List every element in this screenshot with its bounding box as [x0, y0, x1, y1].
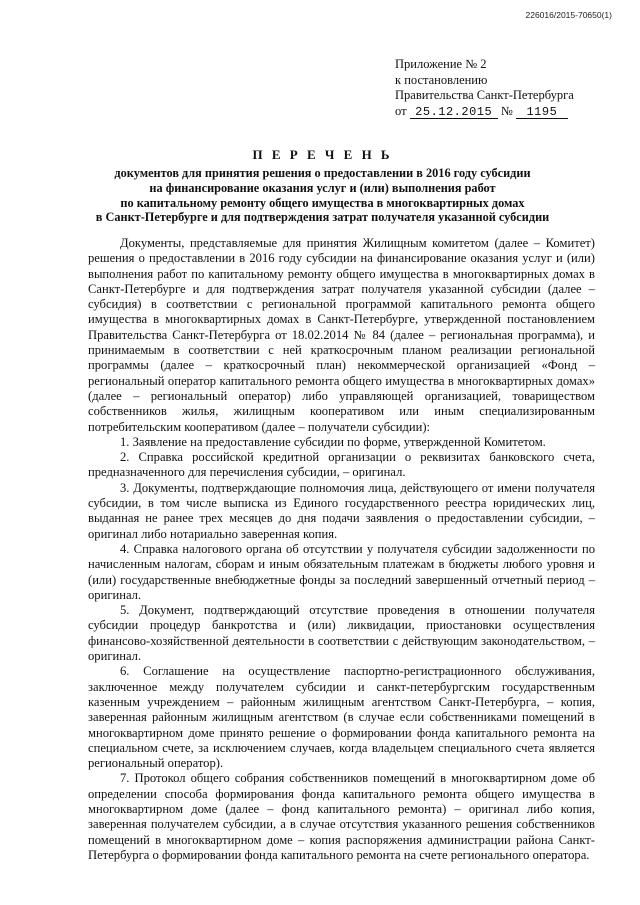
document-body: [88, 236, 595, 863]
appendix-line-3: Правительства Санкт-Петербурга: [395, 88, 574, 103]
appendix-line-1: Приложение № 2: [395, 57, 487, 71]
from-label: от: [395, 103, 407, 118]
appendix-date-line: [395, 104, 625, 120]
list-item-3: 3. Документы, подтверждающие полномочия лица, действующего от имени получателя субсидии, в том числе выписка из Единого государственного реестра юридических лиц, выданная не ранее трех месяцев до дня подачи заявления о предоставлении субсидии, – оригинал либо нотариально заверенная копия.: [88, 480, 595, 541]
resolution-number: 1195: [516, 106, 568, 119]
list-item-7: 7. Протокол общего собрания собственников помещений в многоквартирном доме об определении способа формирования фонда капитального ремонта общего имущества в многоквартирном доме (далее – фонд капитального ремонта) – оригинал либо копия, заверенная получателем субсидии, а в случае отсутствия указанного решения собственников помещений в многоквартирном доме – копия распоряжения администрации района Санкт-Петербурга о формировании фонда капитального ремонта на счете регионального оператора.: [88, 771, 595, 862]
document-number: 226016/2015-70650(1): [525, 10, 612, 20]
heading-line-3: по капитальному ремонту общего имущества в многоквартирных домах: [120, 195, 525, 210]
heading-line-2: на финансирование оказания услуг и (или) выполнения работ: [149, 180, 496, 195]
document-heading: [80, 147, 565, 225]
list-item-5: 5. Документ, подтверждающий отсутствие проведения в отношении получателя субсидии процедур банкротства и (или) ликвидации, приостановки осуществления финансово-хозяйственной деятельности в соответствии с действующим законодательством, – оригинал.: [88, 603, 595, 664]
heading-title: П Е Р Е Ч Е Н Ь: [252, 147, 393, 162]
list-item-2: 2. Справка российской кредитной организации о реквизитах банковского счета, предназначенного для перечисления субсидии, – оригинал.: [88, 450, 595, 480]
list-item-4: 4. Справка налогового органа об отсутствии у получателя субсидии задолженности по начисленным налогам, сборам и иным обязательным платежам в бюджеты любого уровня и (или) государственные внебюджетные фонды за последний завершенный отчетный период – оригинал.: [88, 541, 595, 602]
appendix-line-2: к постановлению: [395, 72, 488, 87]
number-label: №: [500, 103, 513, 118]
heading-line-1: документов для принятия решения о предоставлении в 2016 году субсидии: [114, 166, 531, 180]
list-item-1: 1. Заявление на предоставление субсидии по форме, утвержденной Комитетом.: [120, 434, 546, 449]
resolution-date: 25.12.2015: [410, 106, 498, 119]
intro-paragraph: Документы, представляемые для принятия Жилищным комитетом (далее – Комитет) решения о предоставлении в 2016 году субсидии на финансирование оказания услуг и (или) выполнения работ по капитальному ремонту общего имущества в многоквартирных домах в Санкт-Петербурге и для подтверждения затрат получателя указанной субсидии (далее – субсидия) в соответствии с региональной программой капитального ремонта общего имущества в многоквартирных домах в Санкт-Петербурге, утвержденной постановлением Правительства Санкт-Петербурга от 18.02.2014 № 84 (далее – региональная программа), и принимаемым в соответствии с ней краткосрочным планом реализации региональной программы (далее – краткосрочный план) некоммерческой организацией «Фонд – региональный оператор капитального ремонта общего имущества в многоквартирных домах» (далее – региональный оператор) либо управляющей организацией, товариществом собственников жилья, жилищным кооперативом или иным специализированным потребительским кооперативом (далее – получатели субсидии):: [88, 236, 595, 434]
heading-line-4: в Санкт-Петербурге и для подтверждения затрат получателя указанной субсидии: [95, 210, 550, 225]
list-item-6: 6. Соглашение на осуществление паспортно-регистрационного обслуживания, заключенное между получателем субсидии и санкт-петербургским государственным казенным учреждением – районным жилищным агентством Санкт-Петербурга, – копия, заверенная районным жилищным агентством (в случае если собственниками помещений в многоквартирном доме принято решение о формировании фонда капитального ремонта на специальном счете, за исключением случаев, когда владельцем специального счета является региональный оператор).: [88, 664, 595, 771]
appendix-block: [395, 57, 625, 119]
